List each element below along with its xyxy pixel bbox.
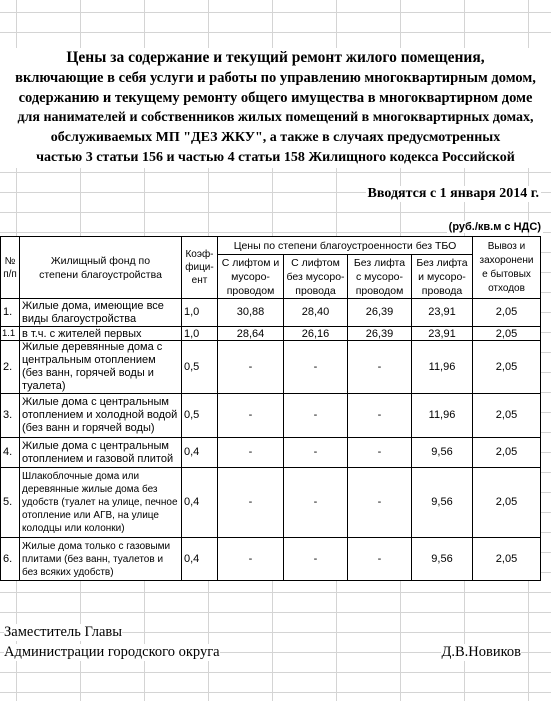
title-line: частью 3 статьи 156 и частью 4 статьи 158 Жилищного кодекса Российской: [0, 148, 551, 168]
row-c3: -: [348, 538, 412, 581]
row-c4: 9,56: [412, 438, 473, 468]
row-c4: 9,56: [412, 538, 473, 581]
row-c1: -: [218, 438, 284, 468]
row-waste: 2,05: [473, 327, 541, 341]
units-label: (руб./кв.м с НДС): [448, 221, 541, 233]
row-c3: -: [348, 394, 412, 438]
title-line: включающие в себя услуги и работы по управлению многоквартирным домом,: [0, 68, 551, 88]
effective-date: Вводятся с 1 января 2014 г.: [367, 186, 539, 201]
row-waste: 2,05: [473, 394, 541, 438]
row-c3: -: [348, 468, 412, 538]
row-name-text: Жилые дома с центральным отоплением и холодной водой (без ванн и горячей воды): [22, 396, 178, 434]
row-coef: 0,5: [182, 341, 218, 394]
row-name: [20, 394, 182, 438]
row-c2: 26,16: [284, 327, 348, 341]
row-c2: -: [284, 438, 348, 468]
header-c4: Без лифта и мусоро- провода: [412, 255, 473, 299]
row-c1: 30,88: [218, 299, 284, 327]
row-c4: 11,96: [412, 341, 473, 394]
table-row: [1, 538, 541, 581]
row-waste: 2,05: [473, 468, 541, 538]
title-line: Цены за содержание и текущий ремонт жилого помещения,: [0, 48, 551, 68]
row-num: 3.: [1, 394, 20, 438]
row-c1: -: [218, 468, 284, 538]
header-waste: Вывоз и захоронени е бытовых отходов: [473, 237, 541, 299]
row-coef: 1,0: [182, 327, 218, 341]
row-coef: 1,0: [182, 299, 218, 327]
row-coef: 0,4: [182, 438, 218, 468]
row-name: в т.ч. с жителей первых: [20, 327, 182, 341]
row-name: [20, 341, 182, 394]
title-line: содержанию и текущему ремонту общего имущества в многоквартирном доме: [0, 88, 551, 108]
row-name: [20, 538, 182, 581]
row-num: 5.: [1, 468, 20, 538]
row-c1: -: [218, 538, 284, 581]
row-coef: 0,4: [182, 468, 218, 538]
row-c2: -: [284, 538, 348, 581]
title-line: для нанимателей и собственников жилых помещений в многоквартирных домах,: [0, 108, 551, 128]
row-waste: 2,05: [473, 341, 541, 394]
table-row: [1, 327, 541, 341]
row-waste: 2,05: [473, 299, 541, 327]
header-prices-group: Цены по степени благоустроенности без ТБО: [218, 237, 473, 255]
table-row: [1, 299, 541, 327]
row-c3: -: [348, 341, 412, 394]
row-c2: -: [284, 468, 348, 538]
row-num: 1.: [1, 299, 20, 327]
row-coef: 0,5: [182, 394, 218, 438]
document-title: [0, 48, 551, 168]
table-row: [1, 394, 541, 438]
row-num: 1.1: [1, 327, 20, 341]
header-fund: Жилищный фонд по степени благоустройства: [20, 237, 182, 299]
row-c1: 28,64: [218, 327, 284, 341]
header-c3: Без лифта с мусоро- проводом: [348, 255, 412, 299]
row-name-text: Жилые деревянные дома с центральным отоплением (без ванн, горячей воды и туалета): [22, 341, 163, 392]
row-c2: -: [284, 341, 348, 394]
row-num: 2.: [1, 341, 20, 394]
row-c4: 23,91: [412, 299, 473, 327]
row-c2: 28,40: [284, 299, 348, 327]
row-waste: 2,05: [473, 538, 541, 581]
signature-position: Заместитель Главы: [4, 624, 123, 640]
row-c1: -: [218, 341, 284, 394]
table-row: [1, 468, 541, 538]
header-c2: С лифтом без мусоро- провода: [284, 255, 348, 299]
row-coef: 0,4: [182, 538, 218, 581]
row-name-text: Шлакоблочные дома или деревянные жилые дома без удобств (туалет на улице, печное отопление или АГВ, на улице колодцы или колонки): [22, 471, 178, 534]
signature-name: Д.В.Новиков: [441, 644, 521, 660]
row-name-text: Жилые дома только с газовыми плитами (без ванн, туалетов и без всяких удобств): [22, 540, 171, 578]
row-c3: 26,39: [348, 327, 412, 341]
row-num: 6.: [1, 538, 20, 581]
row-c3: -: [348, 438, 412, 468]
row-num: 4.: [1, 438, 20, 468]
row-waste: 2,05: [473, 438, 541, 468]
table-row: [1, 438, 541, 468]
row-c4: 9,56: [412, 468, 473, 538]
price-table: [0, 236, 541, 581]
title-line: обслуживаемых МП "ДЕЗ ЖКУ", а также в случаях предусмотренных: [0, 128, 551, 148]
row-name: [20, 468, 182, 538]
row-name: Жилые дома, имеющие все виды благоустройства: [20, 299, 182, 327]
row-c2: -: [284, 394, 348, 438]
row-c3: 26,39: [348, 299, 412, 327]
header-coef: Коэф- фици- ент: [182, 237, 218, 299]
row-c4: 11,96: [412, 394, 473, 438]
header-num: № п/п: [1, 237, 20, 299]
row-c1: -: [218, 394, 284, 438]
header-c1: С лифтом и мусоро- проводом: [218, 255, 284, 299]
row-name: Жилые дома с центральным отоплением и газовой плитой: [20, 438, 182, 468]
signature-organization: Администрации городского округа: [4, 644, 220, 660]
row-c4: 23,91: [412, 327, 473, 341]
table-row: [1, 341, 541, 394]
